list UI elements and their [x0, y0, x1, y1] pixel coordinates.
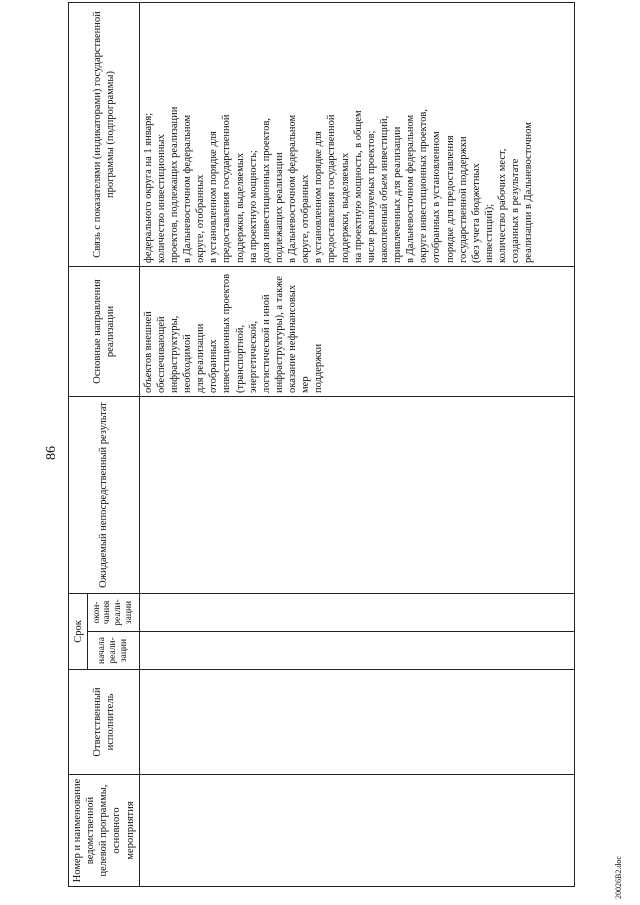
header-main-directions: Основные направления реализации [69, 266, 140, 396]
program-table [68, 2, 575, 887]
header-responsible: Ответственный исполнитель [69, 670, 140, 775]
header-expected-result: Ожидаемый непосредственный результат [69, 396, 140, 593]
header-term: Срок [69, 593, 88, 669]
header-indicators-link: Связь с показателями (индикаторами) государственной программы (подпрограммы) [69, 2, 140, 266]
table-header-row [69, 2, 88, 886]
cell-number-name [139, 775, 574, 887]
footer-file-code: 20026В2.doc [614, 856, 623, 899]
cell-responsible [139, 670, 574, 775]
cell-term-end [139, 593, 574, 631]
header-term-start: начала реали-зации [88, 632, 139, 670]
cell-main-directions: объектов внешней обеспечивающей инфраструктуры, необходимой для реализации отобранных инвестиционных проектов (транспортной, энергетической, логистической и иной инфраструктуры), а также оказание нефинансовых мер поддержки [139, 266, 574, 396]
header-number-name: Номер и наименование ведомственной целевой программы, основного мероприятия [69, 775, 140, 887]
page-number: 86 [44, 446, 59, 460]
table-row [139, 2, 574, 886]
cell-term-start [139, 632, 574, 670]
header-term-end: окон-чания реали-зации [88, 593, 139, 631]
cell-expected-result [139, 396, 574, 593]
cell-indicators-link: федерального округа на 1 января; количество инвестиционных проектов, подлежащих реализации в Дальневосточном федеральном округе, отобранных в установленном порядке для предоставления государственной поддержки, выделяемых на проектную мощность; доля инвестиционных проектов, подлежащих реализации в Дальневосточном федеральном округе, отобранных в установленном порядке для предоставления государственной поддержки, выделяемых на проектную мощность, в общем числе реализуемых проектов; накопленный объем инвестиций, привлеченных для реализации в Дальневосточном федеральном округе инвестиционных проектов, отобранных в установленном порядке для предоставления государственной поддержки (без учета бюджетных инвестиций); количество рабочих мест, созданных в результате реализации в Дальневосточном [139, 2, 574, 266]
